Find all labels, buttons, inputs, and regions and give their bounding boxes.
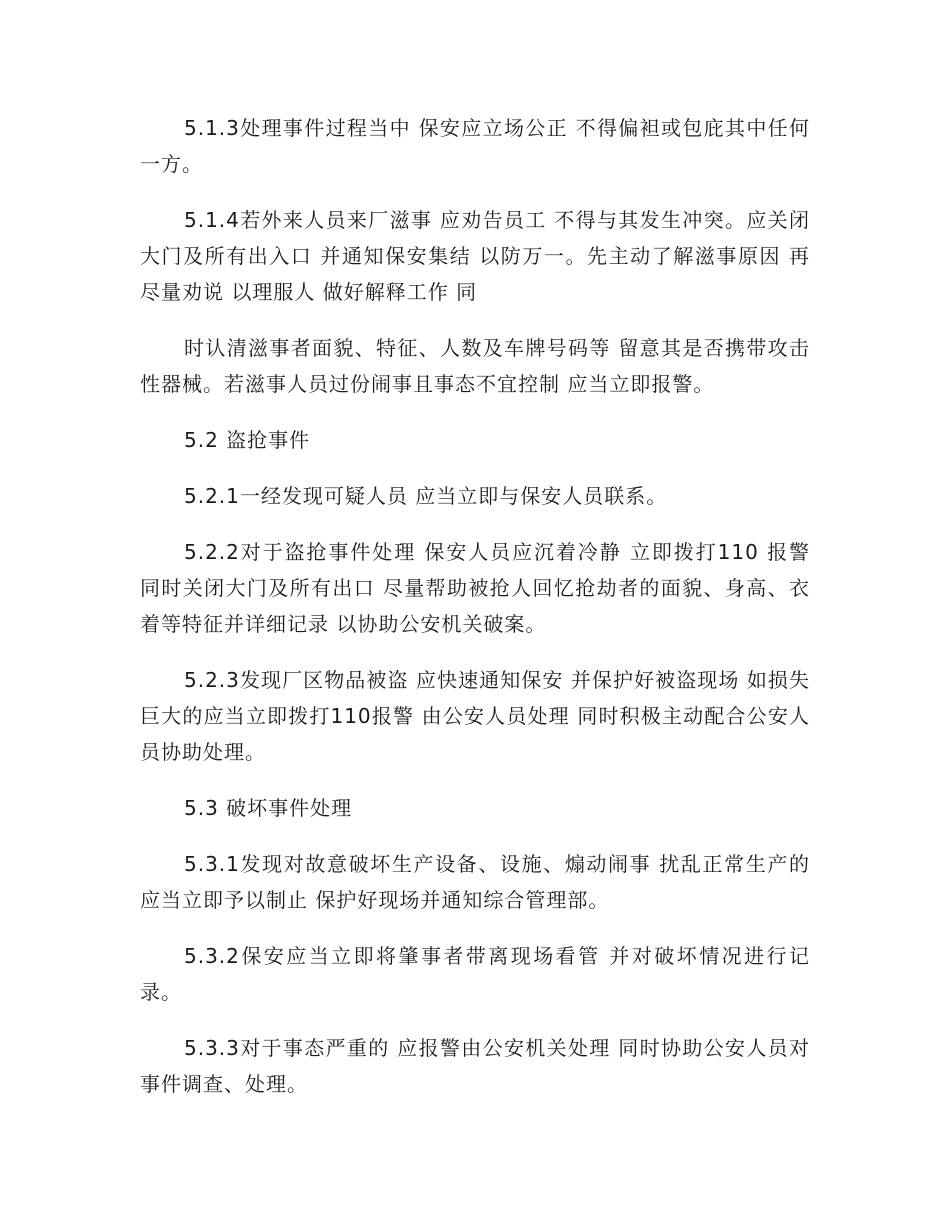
paragraph-5-1-3: 5.1.3处理事件过程当中 保安应立场公正 不得偏袒或包庇其中任何一方。: [140, 116, 810, 176]
paragraph-5-1-4-continued: 时认清滋事者面貌、特征、人数及车牌号码等 留意其是否携带攻击性器械。若滋事人员过份闹事且事态不宜控制 应当立即报警。: [140, 336, 810, 396]
paragraph-5-1-4: 5.1.4若外来人员来厂滋事 应劝告员工 不得与其发生冲突。应关闭大门及所有出入口 并通知保安集结 以防万一。先主动了解滋事原因 再尽量劝说 以理服人 做好解释工作 同: [140, 208, 810, 304]
paragraph-5-2-3: 5.2.3发现厂区物品被盗 应快速通知保安 并保护好被盗现场 如损失巨大的应当立即拨打110报警 由公安人员处理 同时积极主动配合公安人员协助处理。: [140, 668, 810, 764]
paragraph-5-3-1: 5.3.1发现对故意破坏生产设备、设施、煽动闹事 扰乱正常生产的 应当立即予以制止 保护好现场并通知综合管理部。: [140, 852, 818, 912]
section-heading-5-2: 5.2 盗抢事件: [184, 428, 311, 452]
paragraph-5-3-3: 5.3.3对于事态严重的 应报警由公安机关处理 同时协助公安人员对事件调查、处理。: [140, 1036, 810, 1096]
paragraph-5-3-2: 5.3.2保安应当立即将肇事者带离现场看管 并对破坏情况进行记录。: [140, 944, 810, 1004]
section-heading-5-3: 5.3 破坏事件处理: [184, 796, 353, 820]
paragraph-5-2-2: 5.2.2对于盗抢事件处理 保安人员应沉着冷静 立即拨打110 报警 同时关闭大门及所有出口 尽量帮助被抢人回忆抢劫者的面貌、身高、衣着等特征并详细记录 以协助公安机关破案。: [140, 540, 818, 636]
paragraph-5-2-1: 5.2.1一经发现可疑人员 应当立即与保安人员联系。: [184, 484, 668, 508]
document-page: [140, 110, 818, 1122]
